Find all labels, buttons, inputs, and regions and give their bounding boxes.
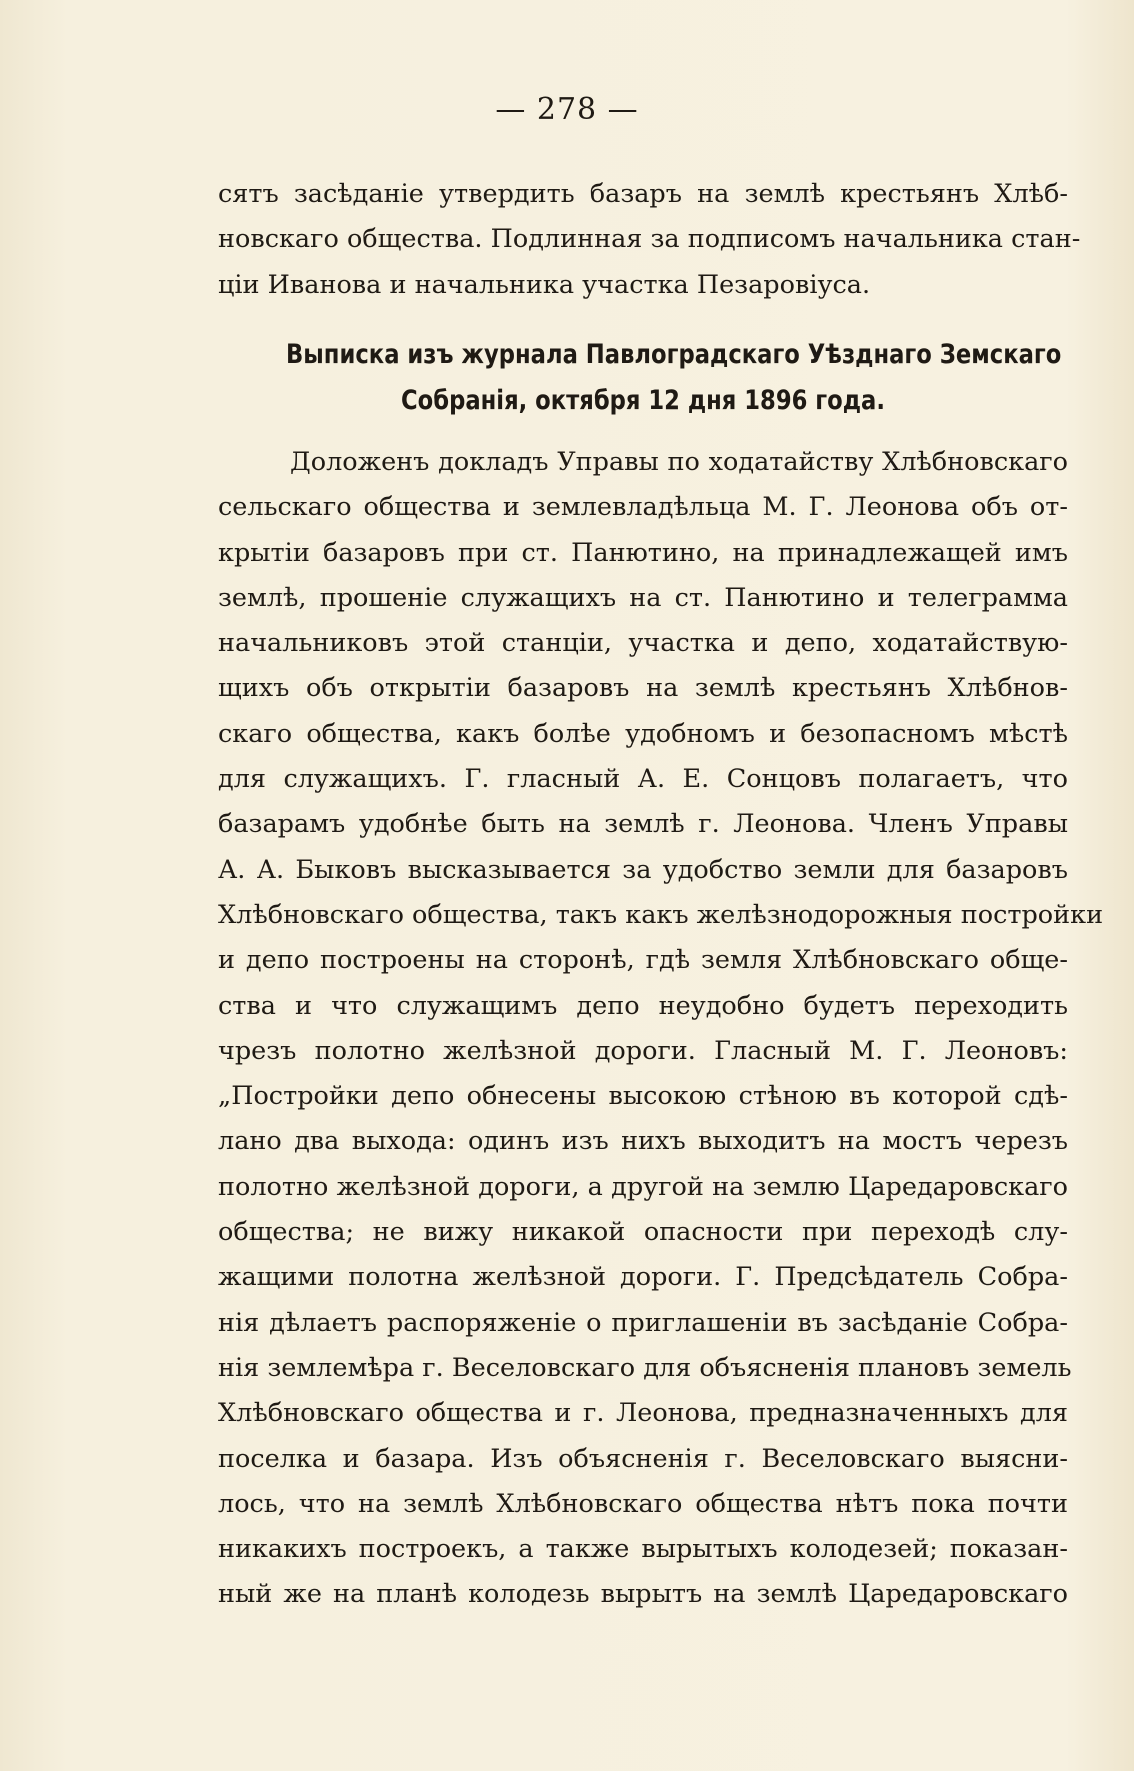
heading-line-1: Выписка изъ журнала Павлоградскаго Уѣзднаго Земскаго bbox=[286, 339, 1062, 370]
text-line: землѣ, прошеніе служащихъ на ст. Панютино и телеграмма bbox=[218, 582, 1068, 613]
text-line: общества; не вижу никакой опасности при переходѣ слу- bbox=[218, 1217, 1068, 1248]
text-line: сятъ засѣданіе утвердить базаръ на землѣ крестьянъ Хлѣб- bbox=[218, 179, 1068, 209]
text-line: нія землемѣра г. Веселовскаго для объясненія плановъ земель bbox=[218, 1352, 1072, 1383]
text-line: А. А. Быковъ высказывается за удобство земли для базаровъ bbox=[218, 854, 1068, 885]
text-line: Хлѣбновскаго общества, такъ какъ желѣзнодорожныя постройки bbox=[218, 899, 1104, 930]
section-heading bbox=[218, 332, 1068, 424]
text-line: щихъ объ открытіи базаровъ на землѣ крестьянъ Хлѣбнов- bbox=[218, 673, 1068, 704]
text-line: лано два выхода: одинъ изъ нихъ выходитъ на мостъ черезъ bbox=[218, 1126, 1068, 1157]
text-line: для служащихъ. Г. гласный А. Е. Сонцовъ полагаетъ, что bbox=[218, 764, 1068, 795]
text-line: полотно желѣзной дороги, а другой на землю Царедаровскаго bbox=[218, 1171, 1068, 1202]
text-line: поселка и базара. Изъ объясненія г. Веселовскаго выясни- bbox=[218, 1443, 1068, 1474]
text-line: базарамъ удобнѣе быть на землѣ г. Леонова. Членъ Управы bbox=[218, 809, 1068, 840]
text-line: сельскаго общества и землевладѣльца М. Г. Леонова объ от- bbox=[218, 492, 1068, 523]
text-line: „Постройки депо обнесены высокою стѣною въ которой сдѣ- bbox=[218, 1081, 1068, 1112]
body-paragraph bbox=[218, 440, 1104, 1618]
text-line: новскаго общества. Подлинная за подписомъ начальника стан- bbox=[218, 224, 1081, 255]
page-number: — 278 — bbox=[495, 92, 639, 127]
text-line: Доложенъ докладъ Управы по ходатайству Хлѣбновскаго bbox=[290, 447, 1068, 477]
text-line: жащими полотна желѣзной дороги. Г. Предсѣдатель Собра- bbox=[218, 1262, 1068, 1293]
text-line: нія дѣлаетъ распоряженіе о приглашеніи въ засѣданіе Собра- bbox=[218, 1307, 1068, 1338]
text-line: ства и что служащимъ депо неудобно будетъ переходить bbox=[218, 990, 1068, 1021]
text-line: чрезъ полотно желѣзной дороги. Гласный М. Г. Леоновъ: bbox=[218, 1035, 1068, 1066]
text-line: никакихъ построекъ, а также вырытыхъ колодезей; показан- bbox=[218, 1534, 1068, 1565]
text-line: ціи Иванова и начальника участка Пезаровіуса. bbox=[218, 269, 871, 300]
text-line: ный же на планѣ колодезь вырытъ на землѣ Царедаровскаго bbox=[218, 1579, 1068, 1610]
heading-line-2: Собранія, октября 12 дня 1896 года. bbox=[401, 385, 885, 416]
text-line: начальниковъ этой станціи, участка и депо, ходатайствую- bbox=[218, 628, 1068, 659]
opening-paragraph bbox=[218, 172, 1081, 308]
text-line: лось, что на землѣ Хлѣбновскаго общества нѣтъ пока почти bbox=[218, 1488, 1068, 1519]
text-line: скаго общества, какъ болѣе удобномъ и безопасномъ мѣстѣ bbox=[218, 718, 1068, 749]
text-line: и депо построены на сторонѣ, гдѣ земля Хлѣбновскаго обще- bbox=[218, 945, 1068, 976]
text-line: Хлѣбновскаго общества и г. Леонова, предназначенныхъ для bbox=[218, 1398, 1068, 1429]
text-line: крытіи базаровъ при ст. Панютино, на принадлежащей имъ bbox=[218, 537, 1068, 568]
